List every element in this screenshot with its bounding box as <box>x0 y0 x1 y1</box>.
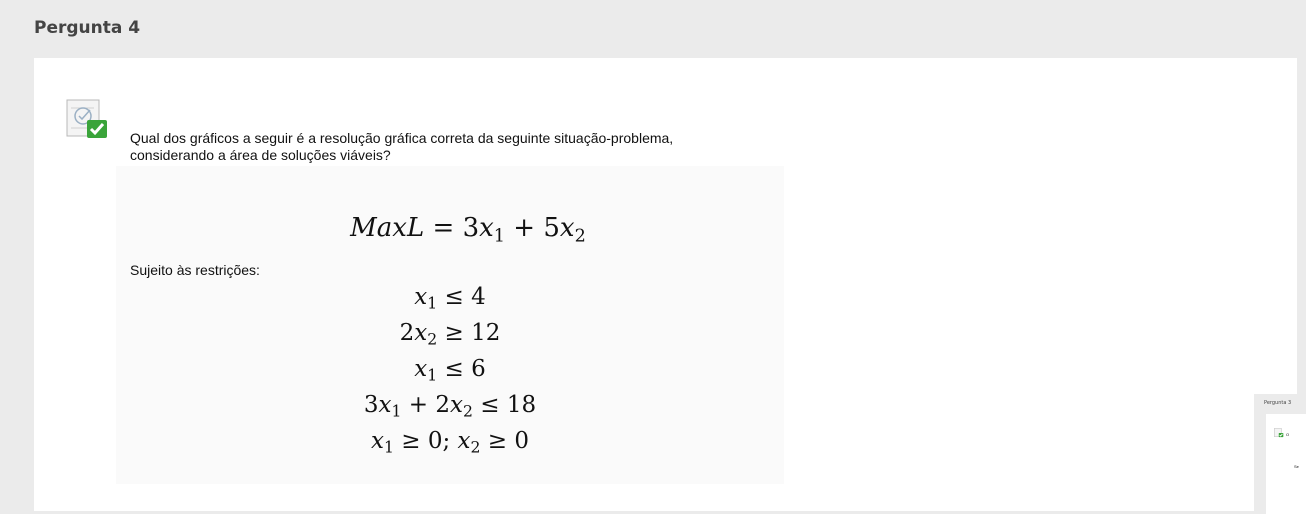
thumbnail-title: Pergunta 3 <box>1264 400 1292 406</box>
thumbnail-card <box>1266 414 1306 514</box>
question-card <box>34 58 1297 511</box>
constraint-2: $2x_2 \ge 12$ <box>399 320 501 349</box>
question-title: Pergunta 4 <box>34 18 141 38</box>
subject-to-label: Sujeito às restrições: <box>130 262 260 278</box>
question-check-icon <box>66 98 110 142</box>
objective-function: MaxL = $3x_1 + 5x_2$ <box>350 213 586 247</box>
thumbnail-text: O <box>1286 432 1290 437</box>
question-text-line2: considerando a área de soluções viáveis? <box>130 147 391 163</box>
constraint-4: $3x_1 + 2x_2 \le 18$ <box>363 392 537 421</box>
question-text-line1: Qual dos gráficos a seguir é a resolução gráfica correta da seguinte situação-problema, <box>130 130 674 146</box>
thumbnail-text-2: Se <box>1294 464 1299 469</box>
question-text <box>130 130 790 164</box>
page-thumbnail[interactable] <box>1254 394 1297 511</box>
problem-image <box>116 166 784 484</box>
thumbnail-check-icon <box>1274 428 1284 438</box>
constraint-1: $x_1 \le 4$ <box>414 284 486 313</box>
constraint-3: $x_1 \le 6$ <box>414 356 486 385</box>
constraint-nonnegativity: $x_1 \ge 0$; $x_2 \ge 0$ <box>371 428 529 457</box>
